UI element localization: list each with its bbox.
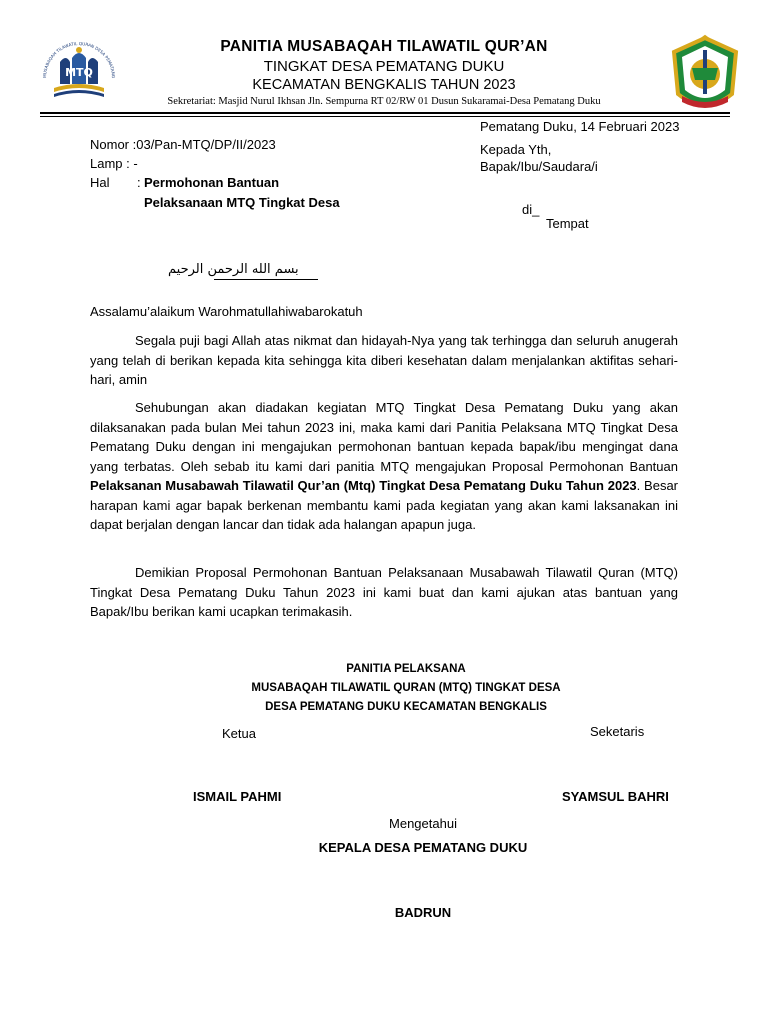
committee-line-2: MUSABAQAH TILAWATIL QURAN (MTQ) TINGKAT DESA — [251, 682, 561, 694]
attachment: Lamp : - — [90, 156, 138, 171]
paragraph-2 — [90, 398, 678, 535]
committee-line-3: DESA PEMATANG DUKU KECAMATAN BENGKALIS — [265, 701, 547, 713]
chairman-name: ISMAIL PAHMI — [193, 789, 282, 804]
secretary-label: Seketaris — [590, 724, 645, 739]
subject-line-1: Permohonan Bantuan — [144, 175, 280, 190]
mtq-logo-arc-text: MUSABAQAH TILAWATIL QURAN DESA PEMATANG — [41, 40, 117, 79]
recipient-place: Tempat — [546, 216, 589, 231]
subject-label: Hal — [90, 175, 110, 190]
village-head-name: BADRUN — [394, 905, 452, 920]
subject-line-2: Pelaksanaan MTQ Tingkat Desa — [144, 195, 340, 210]
recipient-line-1: Kepada Yth, — [480, 142, 552, 157]
village-head-title: KEPALA DESA PEMATANG DUKU — [318, 840, 528, 855]
basmala-calligraphy — [140, 262, 350, 288]
paragraph-2-bold: Pelaksanan Musabawah Tilawatil Qur’an (Mtq) Tingkat Desa Pematang Duku Tahun 2023 — [90, 478, 637, 493]
basmala-text: بسم الله الرحمن الرحيم — [168, 262, 299, 277]
paragraph-2-text-a: Sehubungan akan diadakan kegiatan MTQ Tingkat Desa Pematang Duku yang akan dilaksanakan pada bulan Mei tahun 2023 ini, maka kami dari Panitia Pelaksana MTQ Tingkat Desa Pematang Duku dengan ini mengajukan permohonan bantuan kepada bapak/ibu mengingat dana yang terbatas. Oleh sebab itu kami dari panitia MTQ mengajukan Proposal Permohonan Bantuan — [90, 400, 678, 474]
secretary-name: SYAMSUL BAHRI — [562, 789, 669, 804]
greeting: Assalamu’alaikum Warohmatullahiwabarokatuh — [90, 304, 363, 319]
paragraph-3: Demikian Proposal Permohonan Bantuan Pelaksanaan Musabawah Tilawatil Quran (MTQ) Tingkat Desa Pematang Duku Tahun 2023 ini kami buat dan kami ajukan atas bantuan yang Bapak/Ibu berikan kami ucapkan terimakasih. — [90, 565, 678, 619]
paragraph-2-text-b: . Besar harapan kami agar bapak berkenan membantu kami pada kegiatan yang akan kami laksanakan ini dapat berjalan dengan lancar dan tidak ada halangan apapun juga. — [90, 478, 679, 532]
subject-colon: : — [137, 175, 141, 190]
mtq-logo-text: MTQ — [65, 66, 93, 79]
letterhead-title: PANITIA MUSABAQAH TILAWATIL QUR’AN — [220, 38, 548, 55]
paragraph-1: Segala puji bagi Allah atas nikmat dan hidayah-Nya yang tak terhingga dan seluruh anugerah yang telah di berikan kepada kita sehingga kita diberi kesehatan dalam menjalankan aktifitas sehari-hari, amin — [90, 333, 678, 387]
acknowledged-label: Mengetahui — [389, 816, 457, 831]
letterhead-district: KECAMATAN BENGKALIS TAHUN 2023 — [252, 77, 516, 93]
letterhead-subtitle: TINGKAT DESA PEMATANG DUKU — [263, 58, 505, 75]
committee-line-1: PANITIA PELAKSANA — [346, 663, 466, 675]
committee-block — [200, 660, 612, 717]
letter-number: Nomor :03/Pan-MTQ/DP/II/2023 — [90, 137, 276, 152]
place-date: Pematang Duku, 14 Februari 2023 — [480, 119, 680, 134]
letterhead-address: Sekretariat: Masjid Nurul Ikhsan Jln. Sempurna RT 02/RW 01 Dusun Sukaramai-Desa Pematang Duku — [167, 96, 601, 107]
letterhead-divider — [40, 112, 730, 114]
chairman-label: Ketua — [222, 726, 256, 741]
recipient-di: di_ — [522, 202, 540, 217]
recipient-line-2: Bapak/Ibu/Saudara/i — [480, 159, 598, 174]
